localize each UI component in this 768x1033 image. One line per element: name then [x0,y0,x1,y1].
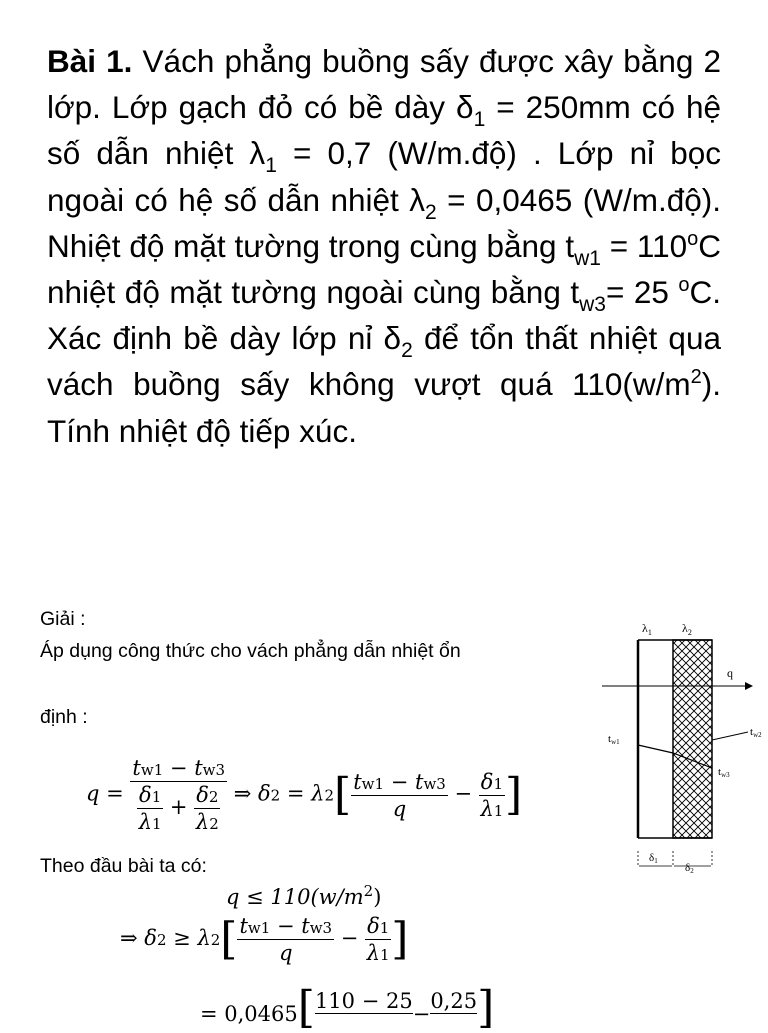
math-bracket: [ [334,769,352,820]
problem-statement [47,38,721,454]
subscript: 2 [401,339,413,363]
math-symbol: t [132,756,141,780]
math-symbol: = [280,781,312,806]
math-fraction [351,770,448,821]
math-value: 0,25 [430,989,478,1013]
math-symbol: q [392,796,407,821]
subscript: w3 [579,293,606,317]
math-subscript: w1 [361,774,385,793]
math-symbol: t [353,769,362,794]
math-subscript: w1 [247,919,271,937]
math-subscript: 1 [493,774,503,793]
math-symbol: t [301,914,310,938]
math-symbol: t [194,756,203,780]
label-tw3: tw3 [718,766,730,779]
math-subscript: w1 [140,761,164,779]
wall-diagram [598,615,768,880]
label-q: q [727,666,733,680]
superscript: o [687,227,699,250]
math-fraction [365,914,391,965]
heat-flow-arrow [745,682,753,690]
math-symbol: q ≤ 110(w/m [226,885,364,909]
label-tw1: tw1 [608,733,620,746]
math-symbol: δ [196,783,209,807]
label-delta1: δ1 [649,852,658,865]
label-tw2: tw2 [750,726,762,739]
formula-main [86,756,522,834]
math-bracket: ] [477,982,495,1033]
math-symbol: δ [139,783,152,807]
math-symbol: t [239,914,248,938]
math-subscript: 2 [210,931,221,949]
math-fraction [137,783,163,834]
math-subscript: w3 [202,761,226,779]
problem-text: ). Tính nhiệt độ tiếp xúc. [47,366,721,449]
math-symbol: q [86,781,100,806]
math-subscript: w3 [423,774,446,793]
math-symbol: = [99,781,131,806]
math-bracket: [ [297,982,315,1033]
math-superscript: 2 [363,882,374,900]
math-subscript: w3 [309,919,333,937]
math-symbol: λ [197,926,211,950]
problem-text: = 0,0465 (W/m.độ). Nhiệt độ mặt tường trong cùng bằng t [47,181,721,264]
math-symbol: λ [480,796,494,821]
label-lambda1: $\lambda_1$ [642,621,652,637]
math-symbol: ⇒ [227,781,258,806]
tw2-leader [712,732,748,740]
math-subscript: 2 [324,786,335,805]
solution-heading: Giải : [40,608,86,630]
subscript: 2 [424,200,437,224]
math-fraction [194,783,220,834]
math-symbol: ⇒ [120,926,145,950]
math-symbol: λ [195,810,210,834]
solution-line: Áp dụng công thức cho vách phẳng dẫn nhiệt ổn [40,640,461,662]
math-symbol: t [414,769,424,794]
math-symbol: q [279,941,293,965]
superscript: 2 [690,366,702,389]
solution-line: định : [40,706,88,728]
formula-inequality [226,882,381,909]
problem-text: = 250mm có hệ số dẫn nhiệt λ [47,89,721,172]
problem-text: C nhiệt độ mặt tường ngoài cùng bằng t [47,227,722,311]
problem-text: C. Xác định bề dày lớp nỉ δ [47,274,722,357]
math-symbol: ) [373,885,382,909]
problem-text: = 110 [600,227,688,264]
math-symbol: + [163,795,195,819]
solution-given: Theo đầu bài ta có: [40,855,207,877]
math-subscript: 1 [151,788,162,806]
math-bracket: ] [504,769,523,820]
math-subscript: 2 [270,786,281,805]
problem-text: để tổn thất nhiệt qua vách buồng sấy không vượt quá 110(w/m [47,320,721,403]
math-fraction [479,770,505,821]
math-subscript: 2 [156,931,167,949]
formula-numeric [200,982,495,1033]
math-subscript: 1 [380,946,390,964]
math-symbol: − [412,1002,431,1026]
math-symbol: − [163,756,195,780]
math-bracket: ] [391,913,409,965]
math-symbol: − [270,914,302,938]
problem-text: Vách phẳng buồng sấy được xây bằng 2 lớp. Lớp gạch đỏ có bề dày δ [47,43,721,126]
math-symbol: − [447,781,479,806]
formula-delta2 [120,914,408,965]
math-symbol: − [384,769,415,794]
math-value: = 0,0465 [200,1002,298,1026]
math-symbol: ≥ [166,926,198,950]
label-delta2: δ2 [685,862,694,875]
problem-text: = 0,7 (W/m.độ) . Lớp nỉ bọc ngoài có hệ số dẫn nhiệt λ [47,135,721,218]
math-symbol: δ [144,926,157,950]
math-symbol: δ [367,914,380,938]
math-subscript: 2 [209,815,219,833]
math-value: 110 − 25 [314,989,413,1013]
math-symbol: δ [258,781,271,806]
math-symbol: δ [480,769,494,794]
subscript: 1 [265,154,277,178]
math-symbol: λ [311,781,325,806]
subscript: 1 [473,108,486,132]
label-lambda2: $\lambda_2$ [682,621,692,637]
math-subscript: 1 [493,801,504,820]
math-fraction [130,756,227,834]
superscript: o [678,274,690,297]
insulation-layer [673,640,712,838]
math-subscript: 2 [208,788,219,806]
math-subscript: 1 [152,815,162,833]
math-subscript: 1 [379,919,390,937]
problem-text: = 25 [605,274,679,311]
math-fraction [237,914,334,965]
problem-title: Bài 1. [47,43,133,79]
math-symbol: λ [366,941,381,965]
math-symbol: λ [138,810,153,834]
math-bracket: [ [220,913,238,965]
subscript: w1 [574,246,601,270]
math-symbol: − [334,926,366,950]
